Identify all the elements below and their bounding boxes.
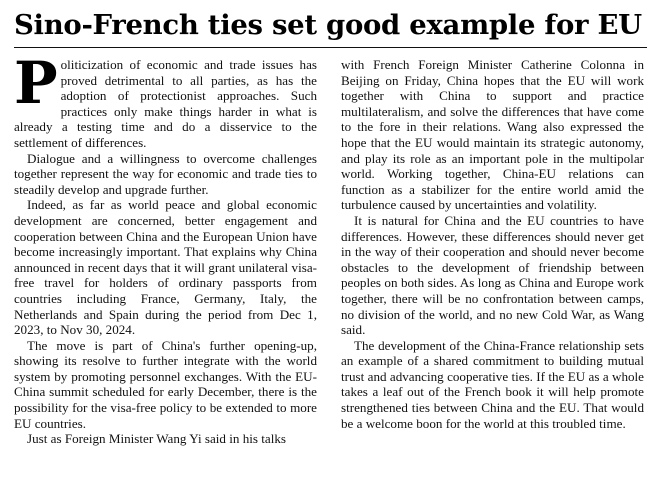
paragraph: with French Foreign Minister Catherine Colonna in Beijing on Friday, China hopes that the EU will work together with China to support and practice multilateralism, and solve the differences that have come to the fore in their relations. Wang also expressed the hope that the EU would maintain its strategic autonomy, and play its role as an important pole in the multipolar world. Working together, China-EU relations can function as a stabilizer for the entire world amid the turbulence caused by uncertainties and volatility. bbox=[341, 57, 644, 213]
headline-divider bbox=[14, 47, 647, 48]
paragraph: Indeed, as far as world peace and global economic development are concerned, better engagement and cooperation between China and the European Union have become increasingly important. That explains why China announced in recent days that it will grant unilateral visa-free travel for holders of ordinary passports from countries including France, Germany, Italy, the Netherlands and Spain during the period from Dec 1, 2023, to Nov 30, 2024. bbox=[14, 197, 317, 338]
paragraph: The move is part of China's further opening-up, showing its resolve to further integrate with the world system by promoting personnel exchanges. With the EU-China summit scheduled for early December, there is the possibility for the visa-free policy to be extended to more EU countries. bbox=[14, 337, 317, 431]
paragraph: Just as Foreign Minister Wang Yi said in his talks bbox=[27, 431, 286, 447]
page-title: Sino-French ties set good example for EU bbox=[14, 9, 642, 41]
article-body bbox=[14, 49, 647, 447]
paragraph: The development of the China-France relationship sets an example of a shared commitment to building mutual trust and advancing cooperative ties. If the EU as a whole takes a leaf out of the French book it will help promote strengthened ties between China and the EU. That would be a welcome boon for the world at this troubled time. bbox=[341, 337, 644, 431]
right-column bbox=[341, 57, 644, 431]
paragraph-text: oliticization of economic and trade issues has proved detrimental to all parties, as has the adoption of protectionist approaches. Such practices only make things harder in what is already a testing time and do a disservice to the settlement of differences. bbox=[14, 57, 317, 150]
left-column bbox=[14, 49, 317, 447]
paragraph bbox=[14, 49, 317, 151]
paragraph: It is natural for China and the EU countries to have differences. However, these differences should never get in the way of their cooperation and should never become obstacles to the development of friendship between peoples on both sides. As long as China and Europe work together, there will be no confrontation between camps, no division of the world, and no new Cold War, as Wang said. bbox=[341, 212, 644, 338]
drop-cap: P bbox=[14, 49, 58, 117]
paragraph: Dialogue and a willingness to overcome challenges together represent the way for economic and trade ties to steadily develop and upgrade further. bbox=[14, 150, 317, 197]
